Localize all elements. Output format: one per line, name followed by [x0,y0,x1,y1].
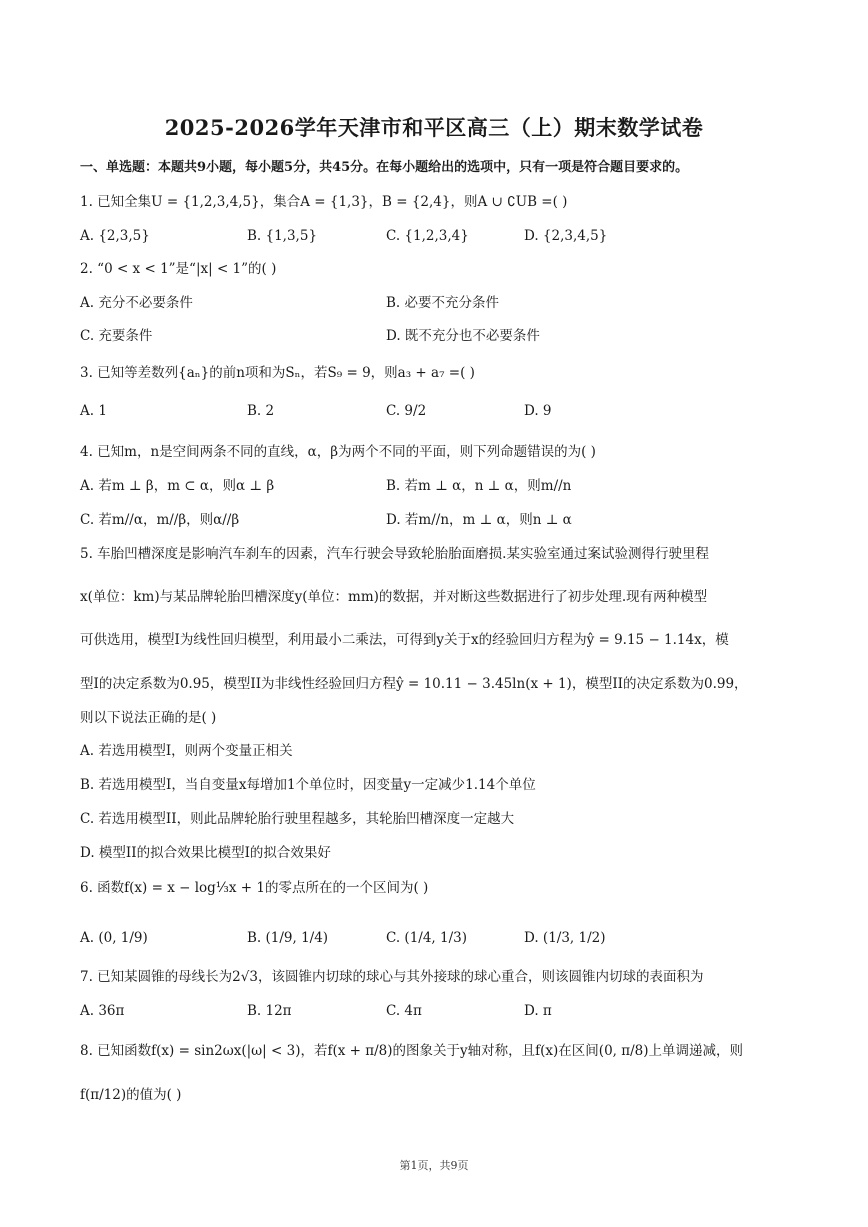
q7-option-c: C. 4π [386,1003,422,1019]
question-2-stem: 2. “0 < x < 1”是“|x| < 1”的( ) [80,261,277,277]
q5-option-c: C. 若选用模型II，则此品牌轮胎行驶里程越多，其轮胎凹槽深度一定越大 [80,811,515,827]
q3-option-b: B. 2 [247,403,275,419]
q7-option-b: B. 12π [247,1003,292,1019]
section-heading: 一、单选题：本题共9小题，每小题5分，共45分。在每小题给出的选项中，只有一项是符合题目要求的。 [80,160,689,175]
q6-option-d: D. (1/3, 1/2) [524,930,606,946]
question-5-line-1: 5. 车胎凹槽深度是影响汽车刹车的因素，汽车行驶会导致轮胎胎面磨损.某实验室通过案试验测得行驶里程 [80,546,709,562]
q3-option-d: D. 9 [524,403,552,419]
q2-option-d: D. 既不充分也不必要条件 [386,328,540,344]
question-5-line-5: 则以下说法正确的是( ) [80,710,217,726]
page-title: 2025-2026学年天津市和平区高三（上）期末数学试卷 [164,115,704,140]
question-6-stem: 6. 函数f(x) = x − log⅓x + 1的零点所在的一个区间为( ) [80,880,429,896]
q4-option-a: A. 若m ⊥ β，m ⊂ α，则α ⊥ β [80,478,275,494]
q6-option-b: B. (1/9, 1/4) [247,930,329,946]
q7-option-a: A. 36π [80,1003,125,1019]
q2-option-c: C. 充要条件 [80,328,153,344]
question-5-line-4: 型I的决定系数为0.95，模型II为非线性经验回归方程ŷ = 10.11 − 3.45ln(x + 1)，模型II的决定系数为0.99， [80,676,748,692]
question-5-line-2: x(单位：km)与某品牌轮胎凹槽深度y(单位：mm)的数据，并对断这些数据进行了初步处理.现有两种模型 [80,589,708,605]
question-7-stem: 7. 已知某圆锥的母线长为2√3，该圆锥内切球的球心与其外接球的球心重合，则该圆锥内切球的表面积为 [80,969,704,985]
q6-option-a: A. (0, 1/9) [80,930,148,946]
q2-option-b: B. 必要不充分条件 [386,295,500,311]
q1-option-c: C. {1,2,3,4} [386,228,469,244]
q4-option-b: B. 若m ⊥ α，n ⊥ α，则m//n [386,478,572,494]
question-3-stem: 3. 已知等差数列{aₙ}的前n项和为Sₙ，若S₉ = 9，则a₃ + a₇ =( ) [80,365,475,381]
q4-option-d: D. 若m//n，m ⊥ α，则n ⊥ α [386,512,572,528]
q1-option-d: D. {2,3,4,5} [524,228,608,244]
q7-option-d: D. π [524,1003,552,1019]
q3-option-c: C. 9/2 [386,403,427,419]
question-5-line-3: 可供选用，模型I为线性回归模型，利用最小二乘法，可得到y关于x的经验回归方程为ŷ = 9.15 − 1.14x，模 [80,632,729,648]
q3-option-a: A. 1 [80,403,107,419]
question-8-line-1: 8. 已知函数f(x) = sin2ωx(|ω| < 3)，若f(x + π/8)的图象关于y轴对称，且f(x)在区间(0, π/8)上单调递减，则 [80,1043,744,1059]
question-8-line-2: f(π/12)的值为( ) [80,1087,182,1103]
q5-option-a: A. 若选用模型I，则两个变量正相关 [80,743,293,759]
question-1-stem: 1. 已知全集U = {1,2,3,4,5}，集合A = {1,3}，B = {2,4}，则A ∪ ∁UB =( ) [80,194,568,210]
q2-option-a: A. 充分不必要条件 [80,295,193,311]
q5-option-b: B. 若选用模型I，当自变量x每增加1个单位时，因变量y一定减少1.14个单位 [80,777,536,793]
q1-option-a: A. {2,3,5} [80,228,150,244]
question-4-stem: 4. 已知m，n是空间两条不同的直线，α，β为两个不同的平面，则下列命题错误的为( ) [80,444,596,460]
q4-option-c: C. 若m//α，m//β，则α//β [80,512,240,528]
q6-option-c: C. (1/4, 1/3) [386,930,467,946]
q1-option-b: B. {1,3,5} [247,228,318,244]
q5-option-d: D. 模型II的拟合效果比模型I的拟合效果好 [80,845,331,861]
page-footer: 第1页，共9页 [399,1159,469,1172]
